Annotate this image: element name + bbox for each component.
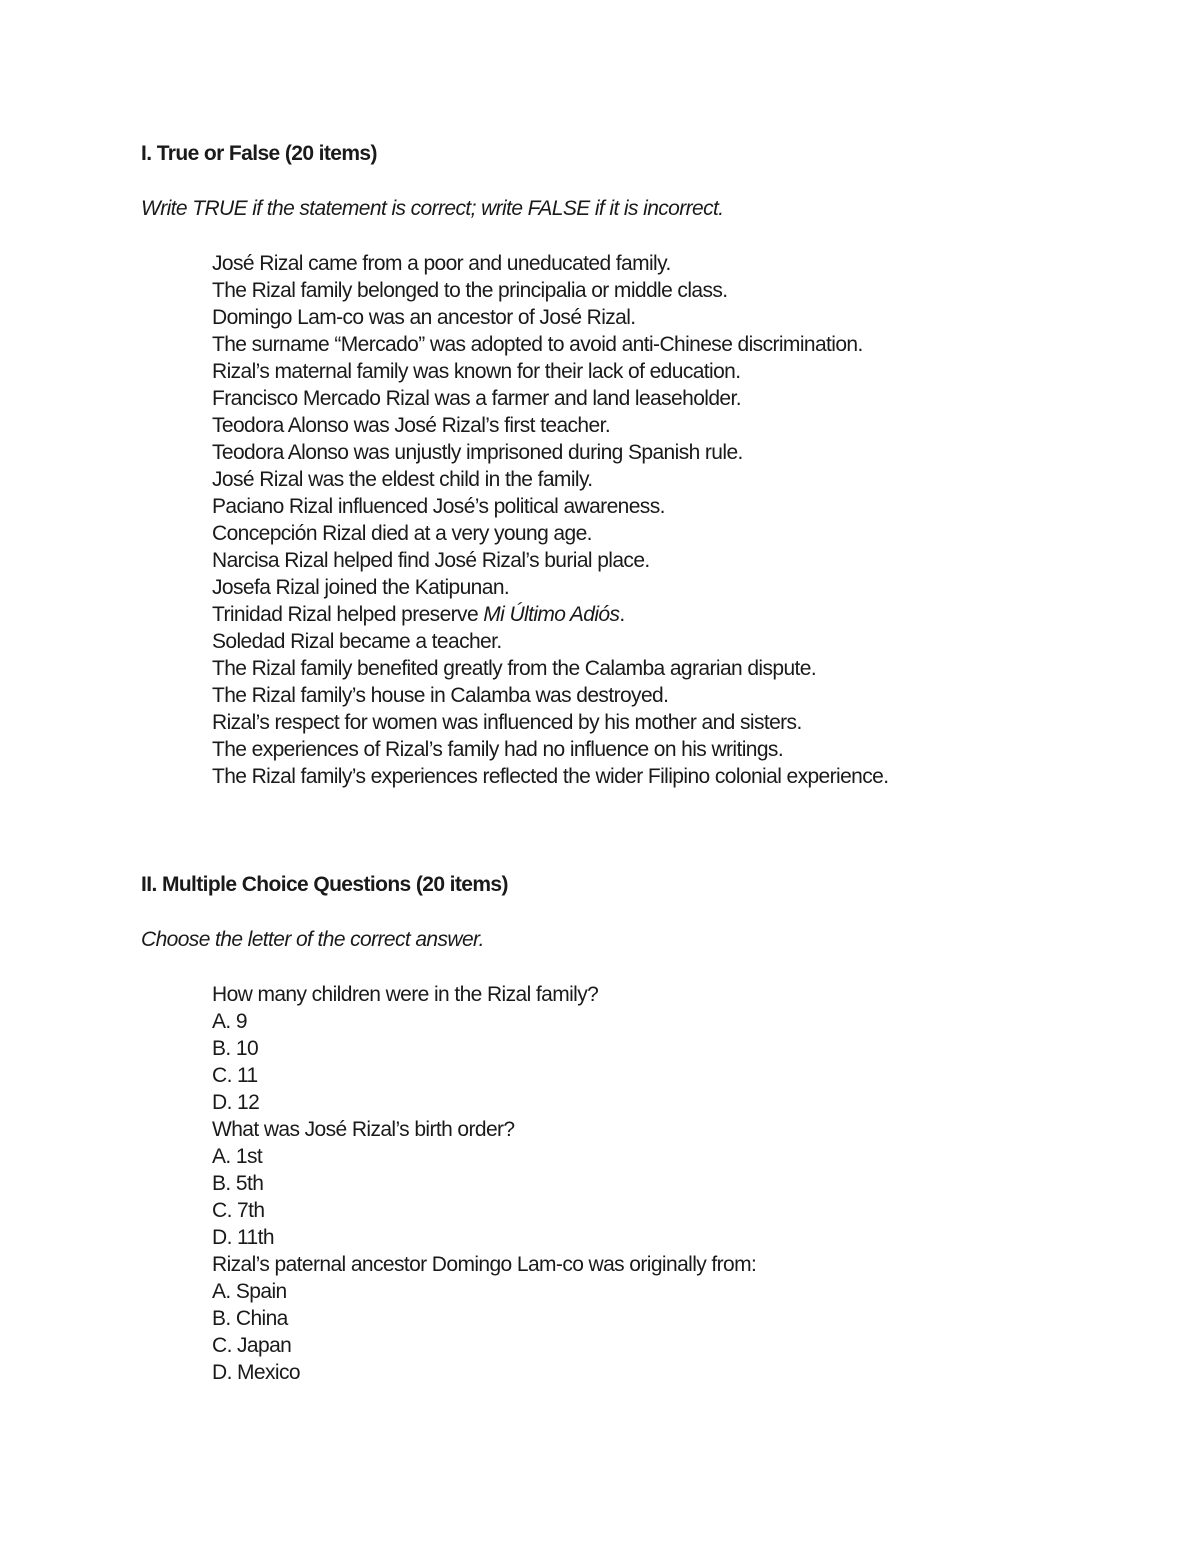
item-text: Domingo Lam-co was an ancestor of José Rizal. bbox=[212, 306, 636, 329]
answer-option: C. Japan bbox=[212, 1334, 292, 1357]
item-text: Francisco Mercado Rizal was a farmer and land leaseholder. bbox=[212, 387, 741, 410]
answer-option: C. 11 bbox=[212, 1064, 258, 1087]
item-text: José Rizal came from a poor and uneducated family. bbox=[212, 252, 671, 275]
item-text: The surname “Mercado” was adopted to avoid anti-Chinese discrimination. bbox=[212, 333, 863, 356]
multiple-choice-list bbox=[0, 981, 757, 1386]
question-row bbox=[0, 981, 599, 1008]
section2-heading: II. Multiple Choice Questions (20 items) bbox=[141, 873, 508, 896]
answer-option: D. 12 bbox=[212, 1091, 260, 1114]
item-text: Concepción Rizal died at a very young age. bbox=[212, 522, 592, 545]
item-text: Narcisa Rizal helped find José Rizal’s burial place. bbox=[212, 549, 650, 572]
question-text: How many children were in the Rizal family? bbox=[212, 983, 599, 1006]
poem-title: Mi Último Adiós bbox=[483, 603, 620, 626]
item-text: The Rizal family belonged to the principalia or middle class. bbox=[212, 279, 728, 302]
question-text: What was José Rizal’s birth order? bbox=[212, 1118, 515, 1141]
item-text: Rizal’s maternal family was known for their lack of education. bbox=[212, 360, 741, 383]
answer-option: A. Spain bbox=[212, 1280, 287, 1303]
question-text: Rizal’s paternal ancestor Domingo Lam-co was originally from: bbox=[212, 1253, 757, 1276]
question-item bbox=[0, 981, 599, 1116]
item-text: The Rizal family benefited greatly from the Calamba agrarian dispute. bbox=[212, 657, 817, 680]
section1-instruction: Write TRUE if the statement is correct; write FALSE if it is incorrect. bbox=[141, 197, 724, 220]
answer-option: D. 11th bbox=[212, 1226, 274, 1249]
answer-option: B. 10 bbox=[212, 1037, 259, 1060]
question-item bbox=[0, 1251, 757, 1386]
section2-instruction: Choose the letter of the correct answer. bbox=[141, 928, 484, 951]
section1-heading: I. True or False (20 items) bbox=[141, 142, 377, 165]
question-row bbox=[0, 1251, 757, 1278]
item-text: Josefa Rizal joined the Katipunan. bbox=[212, 576, 510, 599]
item-text: The Rizal family’s house in Calamba was destroyed. bbox=[212, 684, 669, 707]
item-text: Soledad Rizal became a teacher. bbox=[212, 630, 502, 653]
item-text: The Rizal family’s experiences reflected the wider Filipino colonial experience. bbox=[212, 765, 889, 788]
answer-option: D. Mexico bbox=[212, 1361, 300, 1384]
answer-option: A. 9 bbox=[212, 1010, 247, 1033]
item-text: Teodora Alonso was José Rizal’s first teacher. bbox=[212, 414, 611, 437]
question-row bbox=[0, 1116, 515, 1143]
answer-option: B. China bbox=[212, 1307, 288, 1330]
item-text: Paciano Rizal influenced José’s political awareness. bbox=[212, 495, 665, 518]
item-text: José Rizal was the eldest child in the family. bbox=[212, 468, 593, 491]
item-text-end: . bbox=[619, 603, 625, 626]
item-text: The experiences of Rizal’s family had no influence on his writings. bbox=[212, 738, 784, 761]
item-text: Teodora Alonso was unjustly imprisoned during Spanish rule. bbox=[212, 441, 743, 464]
item-text-with-title bbox=[212, 601, 625, 628]
item-text: Rizal’s respect for women was influenced by his mother and sisters. bbox=[212, 711, 802, 734]
answer-option: B. 5th bbox=[212, 1172, 264, 1195]
item-text: Trinidad Rizal helped preserve bbox=[212, 603, 484, 626]
answer-option: A. 1st bbox=[212, 1145, 263, 1168]
question-item bbox=[0, 1116, 515, 1251]
answer-option: C. 7th bbox=[212, 1199, 265, 1222]
